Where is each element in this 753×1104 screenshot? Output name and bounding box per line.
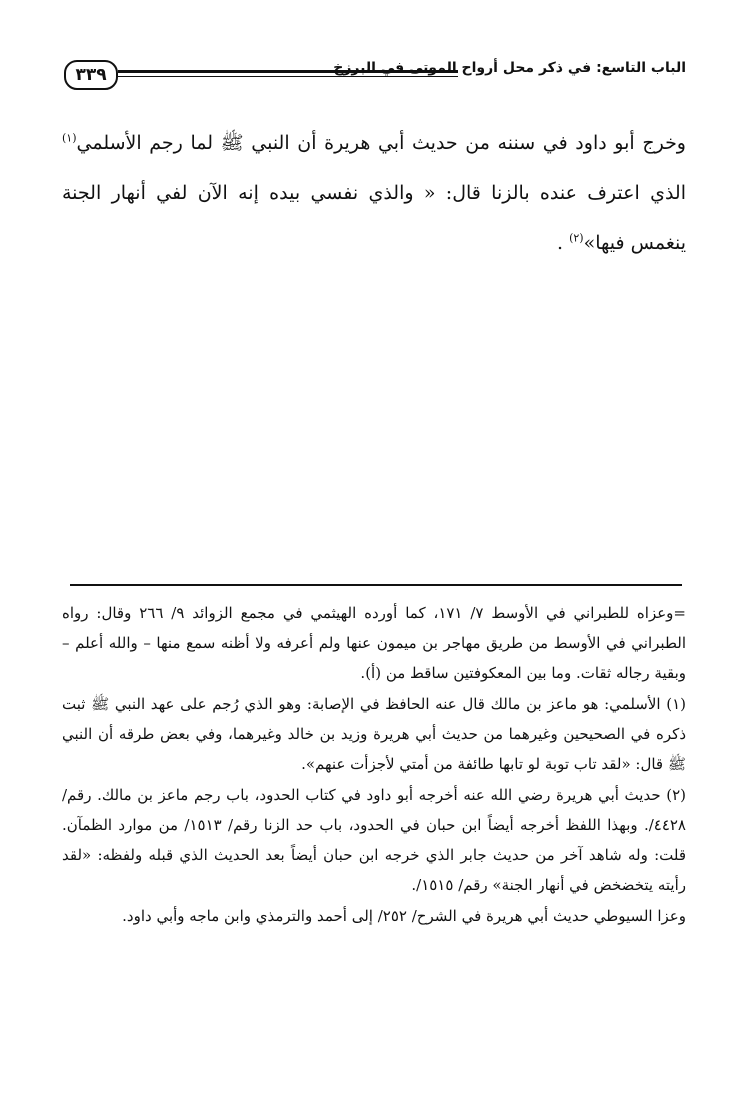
footnote-2-extra: وعزا السيوطي حديث أبي هريرة في الشرح/ ٢٥٢/ إلى أحمد والترمذي وابن ماجه وأبي داود. [122,907,686,925]
footnote-continuation: =وعزاه للطبراني في الأوسط ٧/ ١٧١، كما أورده الهيثمي في مجمع الزوائد ٩/ ٢٦٦ وقال: رواه الطبراني في الأوسط من طريق مهاجر بن ميمون عنها ولم أعرفه ولا أظنه سمع منها – والله أعلم – وبقية رجاله ثقات. وما بين المعكوفتين ساقط من (أ). [62,604,686,682]
main-text [62,118,686,268]
body-text-1: وخرج أبو داود في سننه من حديث أبي هريرة أن النبي ﷺ لما رجم الأسلمي [76,132,686,154]
running-header [64,58,686,94]
page-number: ٣٣٩ [64,60,118,90]
footnote-marker-1: (١) [62,131,77,145]
footnote-2: (٢) حديث أبي هريرة رضي الله عنه أخرجه أبو داود في كتاب الحدود، باب رجم ماعز بن مالك. رقم/ ٤٤٢٨/. وبهذا اللفظ أخرجه أيضاً ابن حبان في الحدود، باب حد الزنا رقم/ ١٥١٣/ من موارد الظمآن. قلت: وله شاهد آخر من حديث جابر الذي خرجه ابن حبان أيضاً بعد الحديث الذي قبله ولفظه: «لقد رأيته يتخضخض في أنهار الجنة» رقم/ ١٥١٥/. [62,786,686,894]
body-text-2: الذي اعترف عنده بالزنا قال: « والذي نفسي بيده إنه الآن لفي أنهار الجنة ينغمس فيها» [62,182,686,254]
footnote-separator [70,584,682,586]
footnotes [62,598,686,932]
footnote-1: (١) الأسلمي: هو ماعز بن مالك قال عنه الحافظ في الإصابة: وهو الذي رُجم على عهد النبي ﷺ ثبت ذكره في الصحيحين وغيرهما من حديث أبي هريرة وزيد بن خالد وغيرهما، وفي بعض طرقه أن النبي ﷺ قال: «لقد تاب توبة لو تابها طائفة من أمتي لأجزأت عنهم». [62,695,686,773]
footnote-marker-2: (٢) [569,231,584,245]
chapter-title: الباب التاسع: في ذكر محل أرواح الموتى في البرزخ [333,60,686,76]
header-rule-thin [118,76,458,77]
body-paragraph [62,118,686,268]
body-text-end: . [556,232,564,254]
